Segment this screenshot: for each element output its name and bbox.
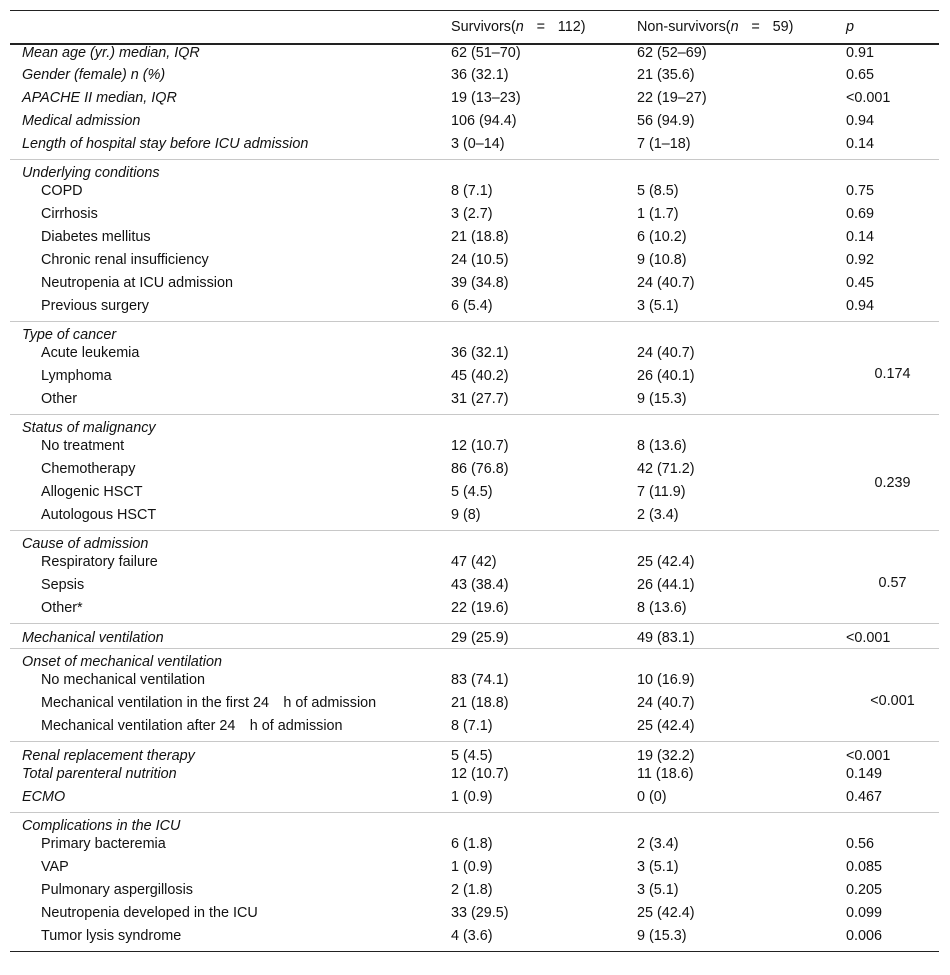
table-row (10, 836, 939, 859)
survivors-value: 36 (32.1) (451, 67, 509, 83)
p-value: 0.69 (846, 206, 875, 222)
row-label: Respiratory failure (41, 554, 158, 570)
survivors-value: 21 (18.8) (451, 695, 509, 711)
row-label: Renal replacement therapy (10, 741, 451, 766)
section-label: Type of cancer (10, 321, 451, 345)
survivors-value: 6 (5.4) (451, 298, 493, 314)
survivors-value: 24 (10.5) (451, 252, 509, 268)
table-row (10, 183, 939, 206)
table-row (10, 252, 939, 275)
row-label: Pulmonary aspergillosis (41, 882, 193, 898)
p-value: 0.14 (846, 229, 875, 245)
table-row (10, 600, 939, 623)
survivors-value: 86 (76.8) (451, 461, 509, 477)
nonsurvivors-value: 25 (42.4) (637, 905, 695, 921)
survivors-value: 22 (19.6) (451, 600, 509, 616)
section-label: Onset of mechanical ventilation (10, 648, 451, 672)
p-value: 0.174 (846, 321, 939, 414)
outcomes-table (10, 10, 939, 952)
row-label: Allogenic HSCT (41, 484, 143, 500)
p-value: 0.467 (846, 789, 883, 805)
p-value: 0.65 (846, 67, 875, 83)
row-label: Other (41, 391, 77, 407)
row-label: Chronic renal insufficiency (41, 252, 209, 268)
table-row (10, 484, 939, 507)
p-value: 0.085 (846, 859, 883, 875)
p-value: 0.91 (846, 45, 875, 61)
survivors-value: 29 (25.9) (451, 623, 637, 648)
table-row (10, 391, 939, 414)
row-label: Tumor lysis syndrome (41, 928, 182, 944)
nonsurvivors-value: 62 (52–69) (637, 45, 707, 61)
nonsurvivors-value: 8 (13.6) (637, 600, 687, 616)
p-value: 0.92 (846, 252, 875, 268)
row-label: No mechanical ventilation (41, 672, 205, 688)
nonsurvivors-value: 25 (42.4) (637, 718, 695, 734)
table-row (10, 507, 939, 530)
table-row (10, 928, 939, 951)
survivors-value: 12 (10.7) (451, 438, 509, 454)
survivors-value: 36 (32.1) (451, 345, 509, 361)
row-label: VAP (41, 859, 69, 875)
table-row (10, 67, 939, 90)
nonsurvivors-value: 49 (83.1) (637, 623, 846, 648)
survivors-value: 9 (8) (451, 507, 481, 523)
row-label: ECMO (22, 789, 66, 805)
nonsurvivors-value: 3 (5.1) (637, 882, 679, 898)
row-label: Cirrhosis (41, 206, 98, 222)
table-row (10, 789, 939, 812)
nonsurvivors-value: 0 (0) (637, 789, 667, 805)
nonsurvivors-value: 21 (35.6) (637, 67, 695, 83)
nonsurvivors-value: 56 (94.9) (637, 113, 695, 129)
nonsurvivors-value: 24 (40.7) (637, 345, 695, 361)
row-label: Sepsis (41, 577, 85, 593)
survivors-value: 19 (13–23) (451, 90, 521, 106)
table-row (10, 206, 939, 229)
table-row (10, 90, 939, 113)
table-row (10, 859, 939, 882)
p-value: <0.001 (846, 90, 891, 106)
table-row (10, 44, 939, 67)
nonsurvivors-value: 1 (1.7) (637, 206, 679, 222)
nonsurvivors-value: 3 (5.1) (637, 298, 679, 314)
survivors-value: 43 (38.4) (451, 577, 509, 593)
row-label: Mechanical ventilation after 24 h of admission (41, 718, 343, 734)
row-label: Mechanical ventilation (10, 623, 451, 648)
table-row (10, 275, 939, 298)
survivors-value: 3 (2.7) (451, 206, 493, 222)
p-value: 0.149 (846, 766, 883, 782)
survivors-value: 33 (29.5) (451, 905, 509, 921)
table-row (10, 695, 939, 718)
survivors-value: 6 (1.8) (451, 836, 493, 852)
row-label: COPD (41, 183, 83, 199)
nonsurvivors-value: 25 (42.4) (637, 554, 695, 570)
table-row (10, 136, 939, 159)
header-p-value: p (846, 18, 855, 35)
p-value: <0.001 (846, 623, 939, 648)
header-survivors: Survivors(n = 112) (451, 18, 586, 35)
table-row (10, 368, 939, 391)
p-value: 0.099 (846, 905, 883, 921)
row-label: Mean age (yr.) median, IQR (22, 45, 200, 61)
survivors-value: 3 (0–14) (451, 136, 505, 152)
table-row (10, 438, 939, 461)
nonsurvivors-value: 10 (16.9) (637, 672, 695, 688)
nonsurvivors-value: 24 (40.7) (637, 275, 695, 291)
p-value: <0.001 (846, 741, 939, 766)
table-row (10, 741, 939, 766)
p-value: 0.239 (846, 414, 939, 530)
table-row (10, 882, 939, 905)
section-header-row (10, 159, 939, 183)
table-row (10, 298, 939, 321)
survivors-value: 12 (10.7) (451, 766, 509, 782)
table-row (10, 577, 939, 600)
results-table-wrapper (10, 10, 939, 952)
p-value: 0.94 (846, 298, 875, 314)
row-label: Length of hospital stay before ICU admission (22, 136, 309, 152)
nonsurvivors-value: 2 (3.4) (637, 836, 679, 852)
table-row (10, 905, 939, 928)
nonsurvivors-value: 26 (40.1) (637, 368, 695, 384)
section-label: Complications in the ICU (10, 812, 451, 836)
nonsurvivors-value: 5 (8.5) (637, 183, 679, 199)
table-row (10, 461, 939, 484)
section-header-row (10, 648, 939, 672)
row-label: Medical admission (22, 113, 141, 129)
nonsurvivors-value: 24 (40.7) (637, 695, 695, 711)
row-label: Lymphoma (41, 368, 112, 384)
header-row (10, 11, 939, 45)
section-header-row (10, 530, 939, 554)
nonsurvivors-value: 26 (44.1) (637, 577, 695, 593)
nonsurvivors-value: 7 (11.9) (637, 484, 686, 500)
survivors-value: 62 (51–70) (451, 45, 521, 61)
section-label: Underlying conditions (10, 159, 451, 183)
p-value: 0.75 (846, 183, 875, 199)
nonsurvivors-value: 6 (10.2) (637, 229, 687, 245)
survivors-value: 1 (0.9) (451, 859, 493, 875)
nonsurvivors-value: 7 (1–18) (637, 136, 691, 152)
p-value: 0.57 (846, 530, 939, 623)
p-value: 0.45 (846, 275, 875, 291)
p-value: 0.006 (846, 928, 883, 944)
row-label: Gender (female) n (%) (22, 67, 166, 83)
p-value: 0.56 (846, 836, 875, 852)
table-row (10, 672, 939, 695)
row-label: No treatment (41, 438, 125, 454)
row-label: Autologous HSCT (41, 507, 157, 523)
header-blank (10, 11, 451, 45)
row-label: APACHE II median, IQR (22, 90, 177, 106)
row-label: Acute leukemia (41, 345, 140, 361)
survivors-value: 39 (34.8) (451, 275, 509, 291)
survivors-value: 31 (27.7) (451, 391, 509, 407)
nonsurvivors-value: 42 (71.2) (637, 461, 695, 477)
survivors-value: 5 (4.5) (451, 484, 493, 500)
row-label: Other* (41, 600, 83, 616)
survivors-value: 2 (1.8) (451, 882, 493, 898)
row-label: Neutropenia at ICU admission (41, 275, 233, 291)
survivors-value: 1 (0.9) (451, 789, 493, 805)
row-label: Primary bacteremia (41, 836, 166, 852)
table-row (10, 113, 939, 136)
nonsurvivors-value: 2 (3.4) (637, 507, 679, 523)
survivors-value: 5 (4.5) (451, 741, 637, 766)
nonsurvivors-value: 9 (15.3) (637, 928, 687, 944)
table-row (10, 554, 939, 577)
p-value: 0.205 (846, 882, 883, 898)
row-label: Neutropenia developed in the ICU (41, 905, 258, 921)
table-row (10, 766, 939, 789)
nonsurvivors-value: 11 (18.6) (637, 766, 694, 782)
nonsurvivors-value: 9 (15.3) (637, 391, 687, 407)
row-label: Chemotherapy (41, 461, 136, 477)
survivors-value: 47 (42) (451, 554, 497, 570)
survivors-value: 21 (18.8) (451, 229, 509, 245)
table-row (10, 623, 939, 648)
table-row (10, 345, 939, 368)
section-label: Cause of admission (10, 530, 451, 554)
row-label: Previous surgery (41, 298, 149, 314)
section-label: Status of malignancy (10, 414, 451, 438)
table-row (10, 718, 939, 741)
nonsurvivors-value: 19 (32.2) (637, 741, 846, 766)
nonsurvivors-value: 8 (13.6) (637, 438, 687, 454)
section-header-row (10, 321, 939, 345)
survivors-value: 106 (94.4) (451, 113, 517, 129)
row-label: Diabetes mellitus (41, 229, 151, 245)
nonsurvivors-value: 9 (10.8) (637, 252, 687, 268)
section-header-row (10, 812, 939, 836)
table-row (10, 229, 939, 252)
row-label: Total parenteral nutrition (22, 766, 177, 782)
survivors-value: 83 (74.1) (451, 672, 509, 688)
section-header-row (10, 414, 939, 438)
p-value: <0.001 (846, 648, 939, 741)
survivors-value: 8 (7.1) (451, 718, 493, 734)
survivors-value: 8 (7.1) (451, 183, 493, 199)
row-label: Mechanical ventilation in the first 24 h of admission (41, 695, 377, 711)
p-value: 0.14 (846, 136, 875, 152)
header-non-survivors: Non-survivors(n = 59) (637, 18, 794, 35)
nonsurvivors-value: 3 (5.1) (637, 859, 679, 875)
survivors-value: 4 (3.6) (451, 928, 493, 944)
p-value: 0.94 (846, 113, 875, 129)
nonsurvivors-value: 22 (19–27) (637, 90, 707, 106)
survivors-value: 45 (40.2) (451, 368, 509, 384)
